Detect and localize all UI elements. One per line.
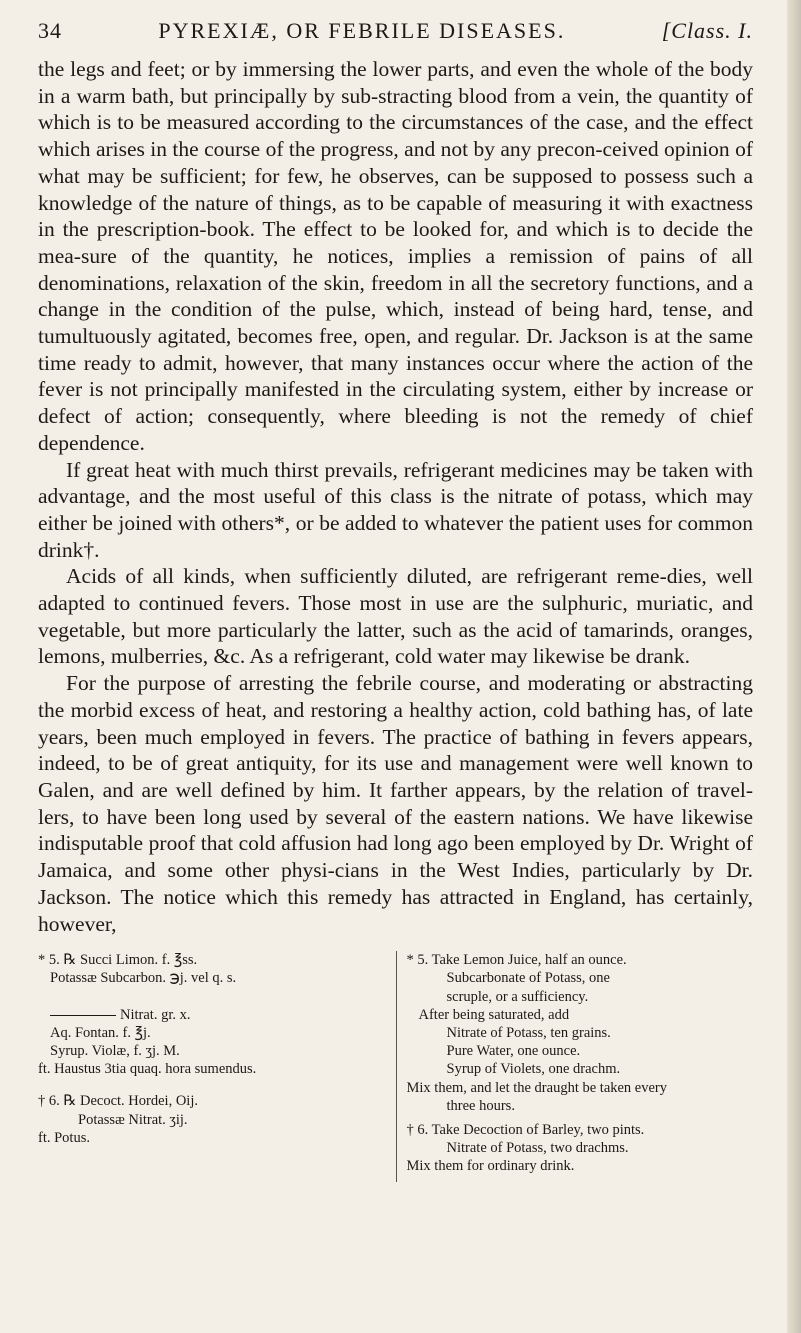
- paragraph: If great heat with much thirst prevails, refrigerant medicines may be taken with advantage, and the most useful of this class is the nitrate of potass, which may either be joined with others*, or be added to whatever the patient uses for common drink†.: [38, 457, 753, 562]
- footnotes-english: [396, 951, 754, 1181]
- footnote-line: Potassæ Subcarbon. ℈j. vel q. s.: [50, 970, 237, 987]
- paragraph: the legs and feet; or by immersing the lower parts, and even the whole of the body in a warm bath, but principally by sub-stracting blood from a vein, the quantity of which is to be measured according to the circumstances of the case, and the effect which arises in the course of the progress, and not by any precon-ceived opinion of what may be sufficient; for few, he observes, can be supposed to possess such a knowledge of the nature of things, as to be capable of measuring it with exactness in the prescription-book. The effect to be looked for, and which is to decide the mea-sure of the quantity, he notices, implies a remission of pains of all denominations, relaxation of the skin, freedom in all the secretory functions, and a change in the condition of the pulse, which, instead of being hard, tense, and tumultuously agitated, becomes free, open, and regular. Dr. Jackson is at the same time ready to admit, however, that many instances occur where the action of the fever is not principally manifested in the circulating system, either by increase or defect of action; consequently, where bleeding is not the remedy of chief dependence.: [38, 57, 753, 455]
- footnote-line: Subcarbonate of Potass, one: [446, 970, 610, 987]
- footnote-line: Syrup of Violets, one drachm.: [446, 1061, 621, 1078]
- footnote-line: Syrup. Violæ, f. ʒj. M.: [50, 1043, 180, 1060]
- footnote-line: Pure Water, one ounce.: [446, 1043, 581, 1060]
- ditto-rule: [50, 1015, 116, 1016]
- footnote-line: Nitrate of Potass, ten grains.: [446, 1025, 611, 1042]
- footnote-latin-6: [38, 1092, 386, 1147]
- running-header: [38, 18, 753, 44]
- class-label: [Class. I.: [661, 18, 753, 43]
- footnote-line: ft. Haustus 3tia quaq. hora sumendus.: [38, 1061, 257, 1078]
- footnotes-latin: [38, 951, 396, 1181]
- footnote-line: scruple, or a sufficiency.: [446, 988, 589, 1005]
- footnote-line: † 6. Take Decoction of Barley, two pints.: [406, 1122, 645, 1139]
- footnote-line: Aq. Fontan. f. ℥j.: [50, 1024, 151, 1041]
- footnote-line: Mix them for ordinary drink.: [406, 1158, 575, 1175]
- body-text: [38, 56, 753, 937]
- footnote-line: * 5. ℞ Succi Limon. f. ℥ss.: [38, 952, 198, 969]
- page-edge: [787, 0, 801, 1333]
- footnote-line: After being saturated, add: [418, 1006, 570, 1023]
- footnote-line: * 5. Take Lemon Juice, half an ounce.: [406, 952, 627, 969]
- paragraph: For the purpose of arresting the febrile course, and moderating or abstracting the morbid excess of heat, and restoring a healthy action, cold bathing has, of late years, been much employed in fevers. The practice of bathing in fevers appears, indeed, to be of great antiquity, for its use and management were well known to Galen, and are well defined by him. It farther appears, by the relation of travel-lers, to have been long used by several of the eastern nations. We have likewise indisputable proof that cold affusion had long ago been employed by Dr. Wright of Jamaica, and some other physi-cians in the West Indies, particularly by Dr. Jackson. The notice which this remedy has attracted in England, has certainly, however,: [38, 671, 753, 936]
- footnote-latin-5: [38, 951, 386, 1078]
- footnote-line: † 6. ℞ Decoct. Hordei, Oij.: [38, 1093, 198, 1110]
- footnote-english-5: [407, 951, 754, 1115]
- footnote-line: Nitrate of Potass, two drachms.: [446, 1140, 629, 1157]
- footnote-line: three hours.: [446, 1097, 515, 1114]
- page-number: 34: [38, 18, 62, 43]
- footnote-line: Potassæ Nitrat. ʒij.: [78, 1111, 188, 1128]
- footnote-line: ft. Potus.: [38, 1129, 90, 1146]
- footnote-line: Nitrat. gr. x.: [38, 1006, 386, 1024]
- footnote-english-6: [407, 1121, 754, 1176]
- footnote-line: Mix them, and let the draught be taken every: [406, 1079, 668, 1096]
- footnotes: [38, 951, 753, 1181]
- running-title: PYREXIÆ, OR FEBRILE DISEASES.: [158, 18, 566, 43]
- paragraph: Acids of all kinds, when sufficiently diluted, are refrigerant reme-dies, well adapted to continued fevers. Those most in use are the sulphuric, muriatic, and vegetable, but more particularly the latter, such as the acid of tamarinds, oranges, lemons, mulberries, &c. As a refrigerant, cold water may likewise be drank.: [38, 564, 753, 669]
